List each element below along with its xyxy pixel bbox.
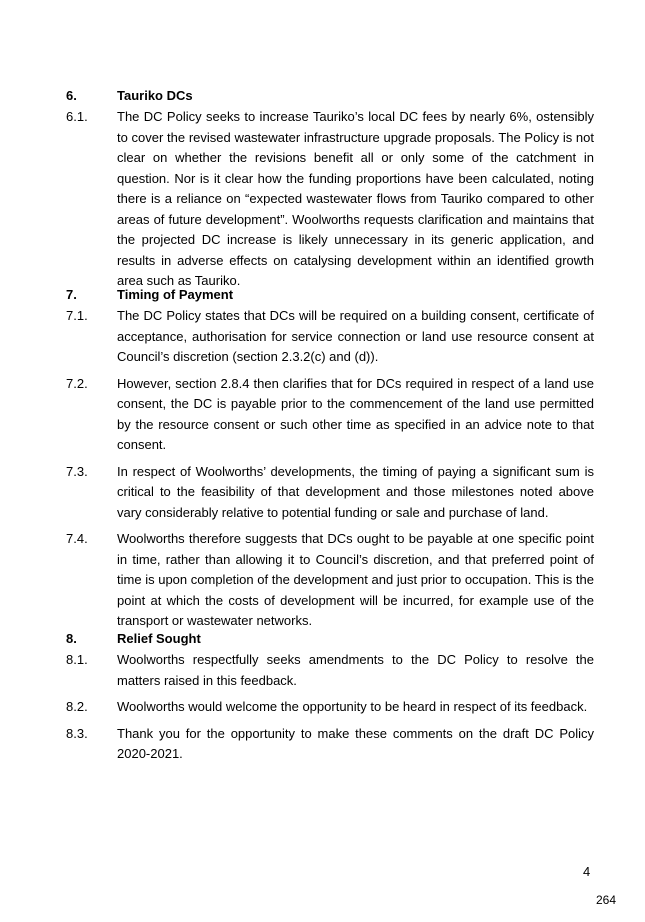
paragraph-text: In respect of Woolworths’ developments, the timing of paying a significant sum is critical to the feasibility of that development and those milestones noted above vary considerably relative to potential funding or sale and purchase of land. [117, 463, 594, 520]
paragraph-7-1 [0, 306, 645, 368]
paragraph-text: Thank you for the opportunity to make these comments on the draft DC Policy 2020-2021. [117, 725, 594, 761]
paragraph-8-1 [0, 650, 645, 691]
section-8 [0, 629, 645, 771]
section-title: Relief Sought [117, 631, 201, 646]
paragraph-6-1 [0, 107, 645, 292]
section-heading [0, 86, 645, 106]
section-number: 8. [66, 631, 77, 646]
section-7 [0, 285, 645, 638]
page-number: 4 [583, 864, 591, 879]
paragraph-number: 8.2. [66, 699, 88, 714]
paragraph-8-3 [0, 724, 645, 765]
paragraph-number: 8.3. [66, 725, 88, 741]
paragraph-7-3 [0, 462, 645, 524]
paragraph-number: 6.1. [66, 109, 88, 124]
section-number: 7. [66, 287, 77, 302]
paragraph-7-2 [0, 374, 645, 456]
paragraph-text: The DC Policy seeks to increase Tauriko’s local DC fees by nearly 6%, ostensibly to cover the revised wastewater infrastructure upgrade proposals. The Policy is not clear on whether the revisions benefit all or only some of the catchment in question. Nor is it clear how the funding proportions have been calculated, noting there is a reliance on “expected wastewater flows from Tauriko compared to other areas of future development”. Woolworths requests clarification and maintains that the projected DC increase is likely unnecessary in its generic application, and results in adverse effects on catalysing development within an identified growth area such as Tauriko. [117, 109, 594, 288]
paragraph-number: 7.2. [66, 375, 88, 391]
section-title: Timing of Payment [117, 287, 234, 302]
document-page-number: 264 [596, 893, 617, 907]
paragraph-text: Woolworths respectfully seeks amendments to the DC Policy to resolve the matters raised in this feedback. [117, 652, 594, 688]
section-title: Tauriko DCs [117, 88, 193, 103]
paragraph-text: The DC Policy states that DCs will be required on a building consent, certificate of acceptance, authorisation for service connection or land use resource consent at Council’s discretion (section 2.3.2(c) and (d)). [117, 308, 594, 364]
paragraph-7-4 [0, 529, 645, 632]
paragraph-number: 7.3. [66, 463, 88, 479]
paragraph-number: 7.4. [66, 531, 88, 546]
paragraph-text: However, section 2.8.4 then clarifies that for DCs required in respect of a land use consent, the DC is payable prior to the commencement of the land use permitted by the resource consent or such other time as specified in an advice note to that consent. [117, 375, 594, 452]
paragraph-text: Woolworths therefore suggests that DCs ought to be payable at one specific point in time, rather than allowing it to Council’s discretion, and that preferred point of time is upon completion of the development and just prior to occupation. This is the point at which the costs of development will be incurred, for example use of the transport or wastewater networks. [117, 531, 594, 628]
section-6 [0, 86, 645, 298]
section-number: 6. [66, 88, 77, 103]
paragraph-number: 7.1. [66, 308, 88, 323]
paragraph-8-2 [0, 697, 645, 718]
paragraph-text: Woolworths would welcome the opportunity to be heard in respect of its feedback. [117, 699, 588, 714]
paragraph-number: 8.1. [66, 652, 88, 667]
section-heading [0, 629, 645, 649]
section-heading [0, 285, 645, 305]
